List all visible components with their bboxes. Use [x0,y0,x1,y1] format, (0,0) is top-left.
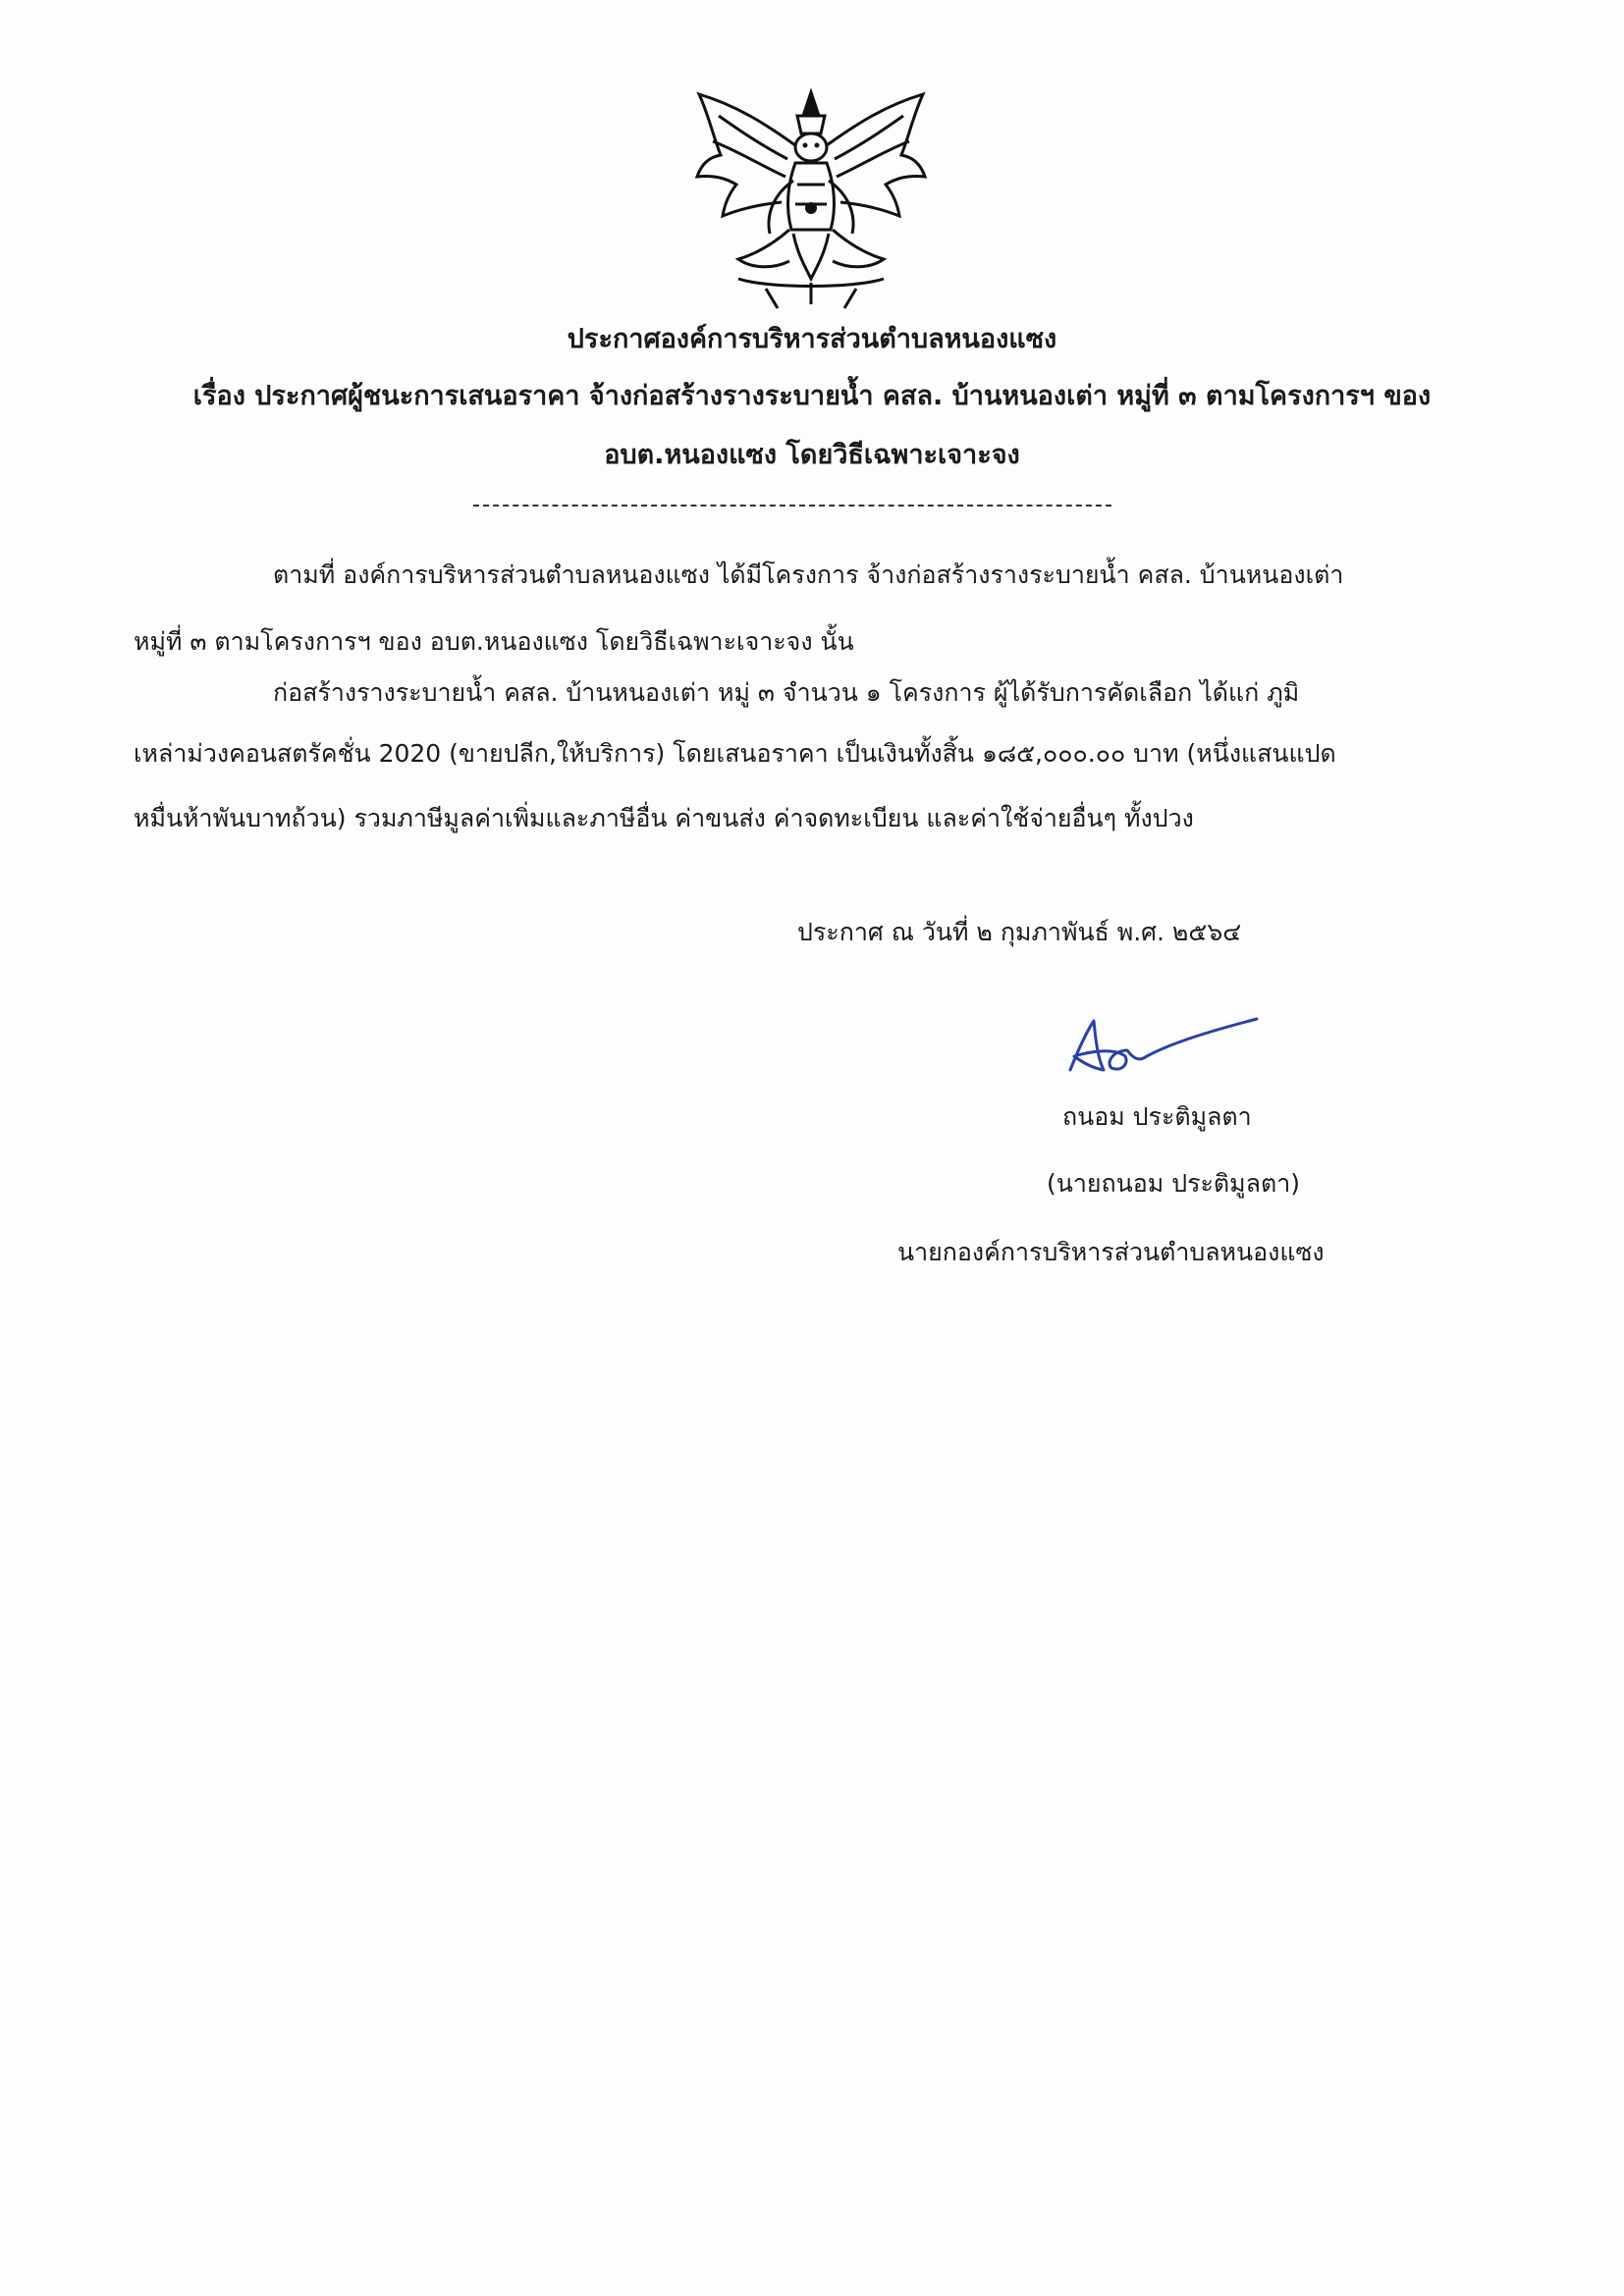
paragraph-2-line-3: หมื่นห้าพันบาทถ้วน) รวมภาษีมูลค่าเพิ่มและภาษีอื่น ค่าขนส่ง ค่าจดทะเบียน และค่าใช้จ่ายอื่นๆ ทั้งปวง [134,804,1194,832]
signature-full-name: (นายถนอม ประติมูลตา) [1047,1169,1300,1198]
paragraph-1-line-1: ตามที่ องค์การบริหารส่วนตำบลหนองแซง ได้มีโครงการ จ้างก่อสร้างรางระบายน้ำ คสล. บ้านหนองเต่า [273,561,1344,589]
handwritten-signature-icon [1064,1011,1261,1080]
heading-subject: เรื่อง ประกาศผู้ชนะการเสนอราคา จ้างก่อสร้างรางระบายน้ำ คสล. บ้านหนองเต่า หมู่ที่ ๓ ตามโครงการฯ ของ [192,381,1432,411]
divider [473,505,1111,507]
garuda-emblem-icon [679,86,943,314]
heading-subject-continued: อบต.หนองแซง โดยวิธีเฉพาะเจาะจง [604,440,1020,470]
heading-organization: ประกาศองค์การบริหารส่วนตำบลหนองแซง [567,324,1057,354]
announcement-date: ประกาศ ณ วันที่ ๒ กุมภาพันธ์ พ.ศ. ๒๕๖๔ [797,918,1242,946]
paragraph-1-line-2: หมู่ที่ ๓ ตามโครงการฯ ของ อบต.หนองแซง โดยวิธีเฉพาะเจาะจง นั้น [134,627,854,656]
paragraph-2-line-2: เหล่าม่วงคอนสตรัคชั่น 2020 (ขายปลีก,ให้บริการ) โดยเสนอราคา เป็นเงินทั้งสิ้น ๑๘๕,๐๐๐.๐๐ บาท (หนึ่งแสนแปด [134,739,1336,768]
paragraph-2-line-1: ก่อสร้างรางระบายน้ำ คสล. บ้านหนองเต่า หมู่ ๓ จำนวน ๑ โครงการ ผู้ได้รับการคัดเลือก ได้แก่ ภูมิ [273,678,1300,707]
signature-name: ถนอม ประติมูลตา [1062,1102,1252,1131]
signature-position: นายกองค์การบริหารส่วนตำบลหนองแซง [897,1238,1325,1266]
